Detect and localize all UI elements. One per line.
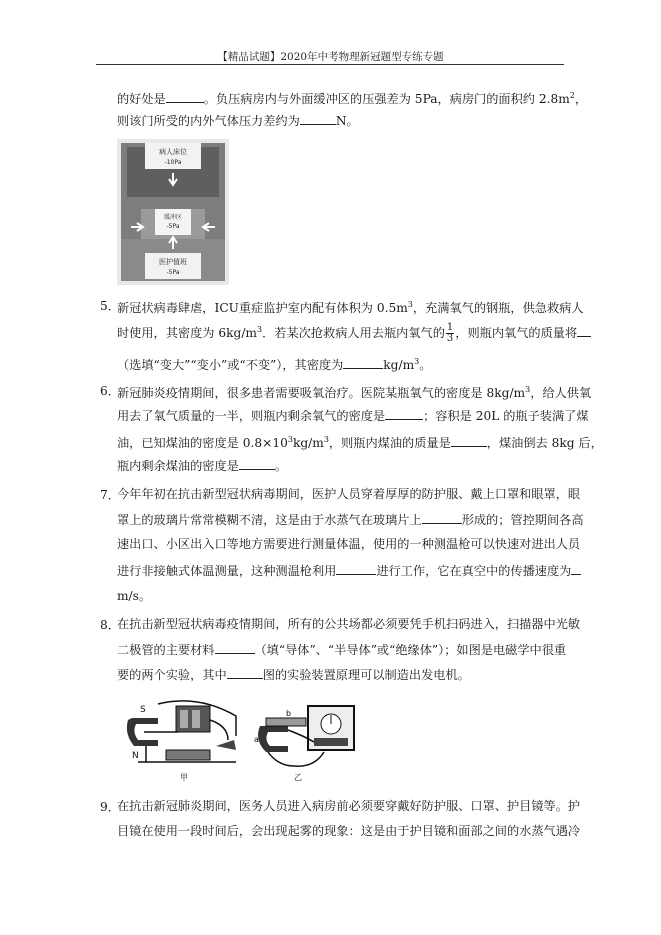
q6-text: 。 <box>274 459 288 473</box>
label-a: a <box>254 735 259 744</box>
q4-line-1 <box>117 88 587 107</box>
q6-text: ；容积是 20L 的瓶子装满了煤 <box>423 409 589 423</box>
q5-text: 时使用，其密度为 6kg/m <box>117 326 257 341</box>
q7-text: 罩上的玻璃片常常模糊不清，这是由于水蒸气在玻璃片上 <box>117 513 422 527</box>
q6-text: 新冠肺炎疫情期间，很多患者需要吸氧治疗。医院某瓶氧气的密度是 8kg/m <box>117 386 526 401</box>
fraction-one-third <box>446 323 454 344</box>
q7-text: 进行非接触式体温测量，这种测温枪利用 <box>117 564 337 578</box>
question-number: 6． <box>100 384 120 398</box>
q5-text: 新冠状病毒肆虐，ICU重症监护室内配有体积为 0.5m <box>117 301 408 316</box>
q8-line-1: 在抗击新型冠状病毒疫情期间，所有的公共场都必须要凭手机扫码进入，扫描器中光敏 <box>117 617 581 631</box>
q5-line-1 <box>117 297 584 316</box>
answer-blank <box>227 666 263 679</box>
superscript: 3 <box>323 435 329 444</box>
q5-text: ，充满氧气的钢瓶，供急救病人 <box>412 301 584 316</box>
q6-text: 瓶内剩余煤油的密度是 <box>117 459 239 473</box>
superscript: 3 <box>414 357 420 366</box>
fraction-denominator: 3 <box>446 333 454 345</box>
q6-text: ，给人供氧 <box>530 386 592 401</box>
q9-line-1: 在抗击新冠肺炎期间，医务人员进入病房前必须要穿戴好防护服、口罩、护目镜等。护 <box>117 799 581 813</box>
q6-line-1 <box>117 382 591 401</box>
label-patient-bed: 病人床位 <box>159 148 187 156</box>
q4-text: 。负压病房内与外面缓冲区的压强差为 5Pa，病房门的面积约 2.8m <box>203 92 570 107</box>
q5-text: ．若某次抢救病人用去瓶内氧气的 <box>262 326 445 341</box>
q5-line-2 <box>117 322 591 344</box>
q8-line-2 <box>117 641 566 658</box>
q7-text: 进行工作，它在真空中的传播速度为 <box>376 564 572 578</box>
q5-text: kg/m <box>383 358 415 373</box>
q5-line-3 <box>117 354 431 373</box>
label-buffer-zone: 缓冲区 <box>163 214 183 221</box>
superscript: 3 <box>407 300 413 309</box>
label-jia: 甲 <box>180 773 188 782</box>
question-number: 8． <box>100 618 120 632</box>
answer-blank <box>451 434 487 447</box>
label-medical-duty: 医护值班 <box>159 258 187 266</box>
q4-text: N。 <box>335 114 359 128</box>
q7-line-3: 速出口、小区出入口等地方需要进行测量体温，使用的一种测温枪可以快速对进出人员 <box>117 537 581 551</box>
q8-text: 二极管的主要材料 <box>117 643 215 657</box>
experiment-diagram <box>118 696 364 784</box>
label-buffer-pressure: -5Pa <box>166 223 180 230</box>
q9-line-2: 目镜在使用一段时间后，会出现起雾的现象：这是由于护目镜和面部之间的水蒸气遇冷 <box>117 824 581 838</box>
q5-text: （选填“变大”“变小”或“不变”），其密度为 <box>117 358 344 373</box>
answer-blank <box>215 641 255 654</box>
q7-text: 形成的；管控期间各高 <box>461 513 584 527</box>
q6-line-3 <box>117 432 603 451</box>
answer-blank <box>343 356 383 369</box>
answer-blank <box>336 562 376 575</box>
q5-text: 。 <box>419 358 432 373</box>
electromagnetism-figure <box>118 696 364 784</box>
q6-line-2 <box>117 407 589 424</box>
label-patient-pressure: -10Pa <box>164 159 182 166</box>
superscript: 3 <box>525 385 531 394</box>
q4-text: ， <box>574 92 588 107</box>
q8-text: 要的两个实验，其中 <box>117 668 227 682</box>
answer-blank <box>571 562 581 575</box>
q7-line-1: 今年年初在抗击新型冠状病毒期间，医护人员穿着厚厚的防护服、戴上口罩和眼罩，眼 <box>117 487 581 501</box>
q8-text: （填“导体”、“半导体”或“绝缘体”）；如图是电磁学中很重 <box>254 643 567 657</box>
q6-text: kg/m <box>292 436 324 451</box>
label-duty-pressure: -5Pa <box>166 269 180 276</box>
page-header: 【精品试题】2020年中考物理新冠题型专练专题 <box>217 51 444 63</box>
answer-blank <box>577 324 591 337</box>
q4-text: 的好处是 <box>117 92 166 107</box>
q6-text: 油，已知煤油的密度是 0.8×10 <box>117 436 288 451</box>
answer-blank <box>239 457 275 470</box>
q7-line-4 <box>117 562 581 579</box>
superscript: 3 <box>287 435 293 444</box>
answer-blank <box>422 511 462 524</box>
superscript: 2 <box>569 91 575 100</box>
question-number: 5． <box>100 299 120 313</box>
superscript: 3 <box>256 325 263 334</box>
negative-pressure-ward-figure <box>117 139 229 285</box>
q8-text: 图的实验装置原理可以制造出发电机。 <box>262 668 470 682</box>
question-number: 9． <box>100 800 120 814</box>
q5-text: ，则瓶内氧气的质量将 <box>455 326 578 341</box>
fraction-numerator: 1 <box>446 322 454 334</box>
magnet-s-pole: S <box>140 705 146 715</box>
q7-line-2 <box>117 511 584 528</box>
header-rule <box>96 64 564 65</box>
q6-text: ，煤油倒去 8kg 后， <box>486 436 603 451</box>
ward-diagram <box>117 139 229 285</box>
q4-line-2 <box>117 112 359 129</box>
label-yi: 乙 <box>294 773 302 782</box>
q6-text: 用去了氧气质量的一半，则瓶内剩余氧气的密度是 <box>117 409 386 423</box>
answer-blank <box>385 407 423 420</box>
q7-line-5: m/s。 <box>117 589 152 603</box>
answer-blank <box>300 112 336 125</box>
label-b: b <box>286 709 292 718</box>
magnet-n-pole: N <box>132 751 139 761</box>
q6-line-4 <box>117 457 287 474</box>
q6-text: ，则瓶内煤油的质量是 <box>328 436 451 451</box>
q8-line-3 <box>117 666 470 683</box>
q4-text: 则该门所受的内外气体压力差约为 <box>117 114 300 128</box>
question-number: 7． <box>100 488 120 502</box>
answer-blank <box>166 90 204 103</box>
